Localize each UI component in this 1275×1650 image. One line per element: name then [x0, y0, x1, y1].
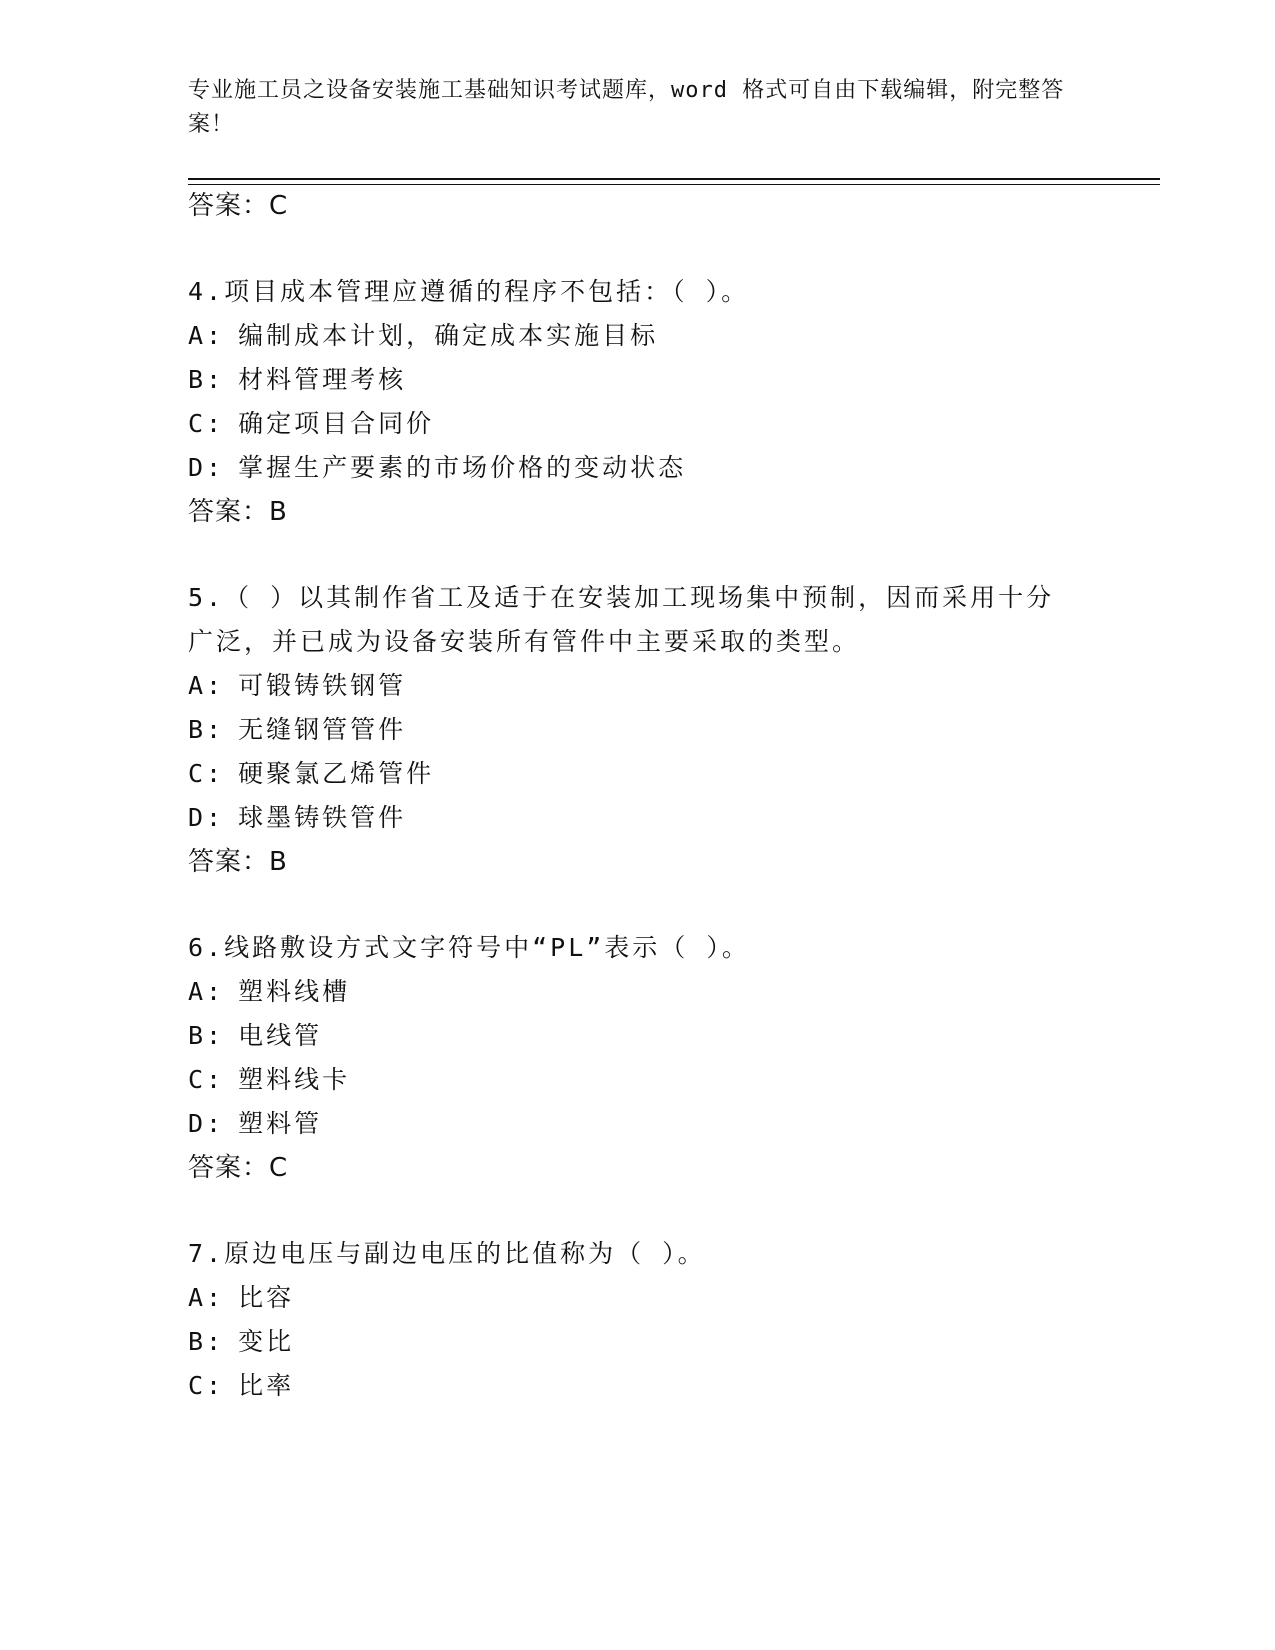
- option-letter: D:: [188, 803, 225, 832]
- option-letter: A:: [188, 977, 225, 1006]
- option-letter: C:: [188, 1371, 225, 1400]
- question-4-option-c: [188, 408, 434, 440]
- question-5-option-a: [188, 670, 406, 702]
- option-text: 硬聚氯乙烯管件: [238, 759, 435, 788]
- question-5-option-d: [188, 802, 406, 834]
- option-letter: C:: [188, 759, 225, 788]
- header-rule-thick: [188, 178, 1160, 180]
- option-text: 确定项目合同价: [238, 409, 435, 438]
- option-text: 比率: [238, 1371, 295, 1400]
- question-7-option-c: [188, 1370, 294, 1402]
- question-6-option-b: [188, 1020, 322, 1052]
- option-letter: B:: [188, 715, 225, 744]
- document-header: 专业施工员之设备安装施工基础知识考试题库，word 格式可自由下载编辑，附完整答案！: [188, 78, 1065, 137]
- option-text: 塑料线卡: [238, 1065, 351, 1094]
- question-6-option-c: [188, 1064, 350, 1096]
- question-7-option-b: [188, 1326, 294, 1358]
- question-5-stem-line-2: 广泛，并已成为设备安装所有管件中主要采取的类型。: [188, 627, 861, 656]
- option-text: 材料管理考核: [238, 365, 407, 394]
- option-text: 编制成本计划，确定成本实施目标: [238, 321, 659, 350]
- option-letter: A:: [188, 671, 225, 700]
- question-4-answer: 答案：B: [188, 497, 288, 527]
- option-text: 掌握生产要素的市场价格的变动状态: [238, 453, 687, 482]
- header-rule-thin: [188, 184, 1160, 185]
- question-4-option-b: [188, 364, 406, 396]
- question-6-answer: 答案：C: [188, 1153, 289, 1183]
- question-6-option-a: [188, 976, 350, 1008]
- question-5-stem-line-1: 5.（ ）以其制作省工及适于在安装加工现场集中预制，因而采用十分: [188, 583, 1055, 612]
- option-letter: A:: [188, 321, 225, 350]
- option-letter: C:: [188, 1065, 225, 1094]
- option-text: 比容: [238, 1283, 295, 1312]
- option-letter: D:: [188, 453, 225, 482]
- option-text: 塑料线槽: [238, 977, 351, 1006]
- option-letter: A:: [188, 1283, 225, 1312]
- question-6-option-d: [188, 1108, 322, 1140]
- question-7-option-a: [188, 1282, 294, 1314]
- option-text: 塑料管: [238, 1109, 323, 1138]
- question-4-option-a: [188, 320, 658, 352]
- question-6-stem: 6.线路敷设方式文字符号中“PL”表示（ ）。: [188, 933, 750, 962]
- option-letter: D:: [188, 1109, 225, 1138]
- question-5-answer: 答案：B: [188, 847, 288, 877]
- option-letter: B:: [188, 1327, 225, 1356]
- option-text: 变比: [238, 1327, 295, 1356]
- option-letter: C:: [188, 409, 225, 438]
- question-5-option-b: [188, 714, 406, 746]
- option-text: 无缝钢管管件: [238, 715, 407, 744]
- answer-previous: 答案：C: [188, 191, 289, 221]
- question-4-option-d: [188, 452, 686, 484]
- option-text: 电线管: [238, 1021, 323, 1050]
- question-5-option-c: [188, 758, 434, 790]
- option-text: 可锻铸铁钢管: [238, 671, 407, 700]
- option-text: 球墨铸铁管件: [238, 803, 407, 832]
- question-4-stem: 4.项目成本管理应遵循的程序不包括：（ ）。: [188, 277, 750, 306]
- option-letter: B:: [188, 365, 225, 394]
- question-7-stem: 7.原边电压与副边电压的比值称为（ ）。: [188, 1239, 706, 1268]
- option-letter: B:: [188, 1021, 225, 1050]
